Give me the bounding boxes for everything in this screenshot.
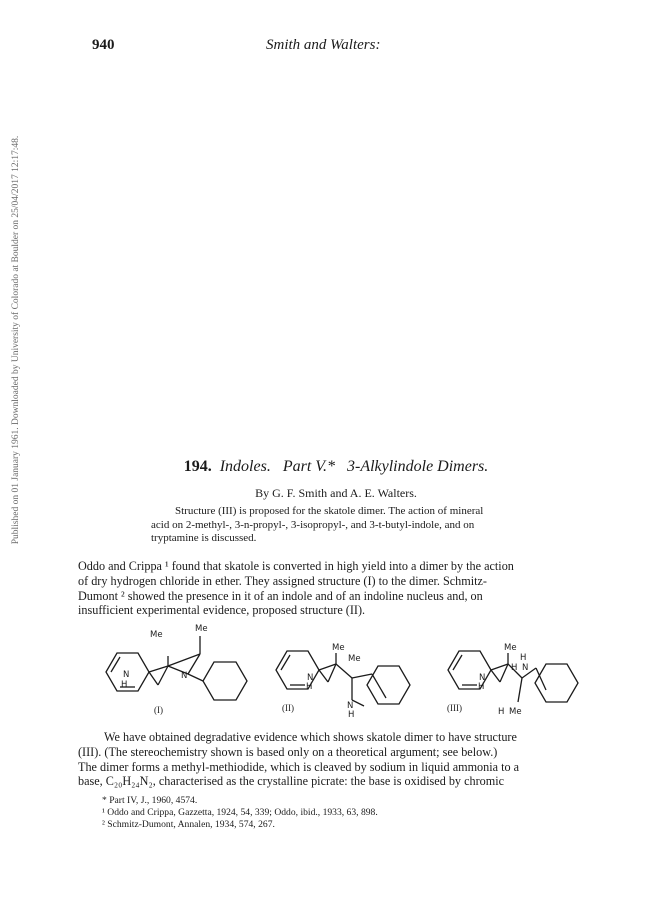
page-number: 940 xyxy=(92,37,115,53)
article-title xyxy=(0,458,672,476)
abstract xyxy=(151,505,581,546)
title-part-a: Indoles. xyxy=(219,458,271,475)
footnote: ¹ Oddo and Crippa, Gazzetta, 1924, 54, 339; Oddo, ibid., 1933, 63, 898. xyxy=(102,807,378,818)
structure-iii-me-2: Me xyxy=(509,707,522,717)
structure-i-h-1: H xyxy=(121,680,128,690)
paragraph-intro xyxy=(78,559,594,618)
article-number: 194. xyxy=(183,458,212,475)
footnotes xyxy=(102,795,582,831)
structure-i-n-1: N xyxy=(123,670,130,680)
paragraph-line: Dumont ² showed the presence in it of an indole and of an indoline nucleus and, on xyxy=(78,588,483,603)
running-head: Smith and Walters: xyxy=(266,37,381,53)
structure-i-me-1: Me xyxy=(150,630,163,640)
title-part-c: 3-Alkylindole Dimers. xyxy=(346,458,489,475)
structure-ii-n-2: N xyxy=(347,701,354,711)
structure-iii-drawing xyxy=(448,651,578,702)
structure-ii-h-1: H xyxy=(306,682,313,692)
structure-ii-label: (II) xyxy=(282,703,294,713)
structure-iii-h-2: H xyxy=(511,663,518,673)
structure-ii-n-1: N xyxy=(307,673,314,683)
structure-ii-me-2: Me xyxy=(348,654,361,664)
paragraph-line: The dimer forms a methyl-methiodide, which is cleaved by sodium in liquid ammonia to a xyxy=(78,759,520,774)
structure-i-n-2: N xyxy=(181,671,188,681)
structure-ii-me-1: Me xyxy=(332,643,345,653)
author-byline: By G. F. Smith and A. E. Walters. xyxy=(255,486,417,500)
structure-iii-n-1: N xyxy=(522,663,529,673)
download-watermark xyxy=(8,100,24,580)
structure-ii-h-2: H xyxy=(348,710,355,720)
paragraph-line: insufficient experimental evidence, proposed structure (II). xyxy=(78,603,366,618)
paragraph-line: of dry hydrogen chloride in ether. They assigned structure (I) to the dimer. Schmitz- xyxy=(78,573,487,588)
abstract-line: Structure (III) is proposed for the skatole dimer. The action of mineral xyxy=(175,505,484,517)
paragraph-line: Oddo and Crippa ¹ found that skatole is converted in high yield into a dimer by the action xyxy=(78,559,514,573)
paragraph-line: (III). (The stereochemistry shown is based only on a theoretical argument; see below.) xyxy=(78,744,498,759)
structure-iii-h-4: H xyxy=(498,707,505,717)
paragraph-line: base, C₂₀H₂₄N₂, characterised as the crystalline picrate: the base is oxidised by chromic xyxy=(78,774,504,789)
structure-iii-h-3: H xyxy=(478,682,485,692)
footnote: ² Schmitz-Dumont, Annalen, 1934, 574, 267. xyxy=(102,819,275,830)
abstract-line: tryptamine is discussed. xyxy=(151,532,257,544)
abstract-line: acid on 2-methyl-, 3-n-propyl-, 3-isopropyl-, and 3-t-butyl-indole, and on xyxy=(151,518,475,531)
structure-ii-drawing xyxy=(276,651,410,706)
paragraph-evidence xyxy=(78,730,594,789)
structure-iii-h-1: H xyxy=(520,653,527,663)
structures-svg xyxy=(96,620,586,722)
structure-i-label: (I) xyxy=(154,705,163,715)
title-part-b: Part V.* xyxy=(282,458,335,475)
structure-iii-n-2: N xyxy=(479,673,486,683)
download-watermark-text: Published on 01 January 1961. Downloaded by University of Colorado at Boulder on 25/04/2017 12:17:48. xyxy=(11,135,21,545)
structure-i-drawing xyxy=(106,636,247,700)
footnote: * Part IV, J., 1960, 4574. xyxy=(102,795,198,806)
structure-iii-label: (III) xyxy=(447,703,462,713)
structure-i-me-2: Me xyxy=(195,624,208,634)
paragraph-line: We have obtained degradative evidence which shows skatole dimer to have structure xyxy=(104,730,517,744)
chemical-structures-figure xyxy=(96,620,586,722)
structure-iii-me-1: Me xyxy=(504,643,517,653)
